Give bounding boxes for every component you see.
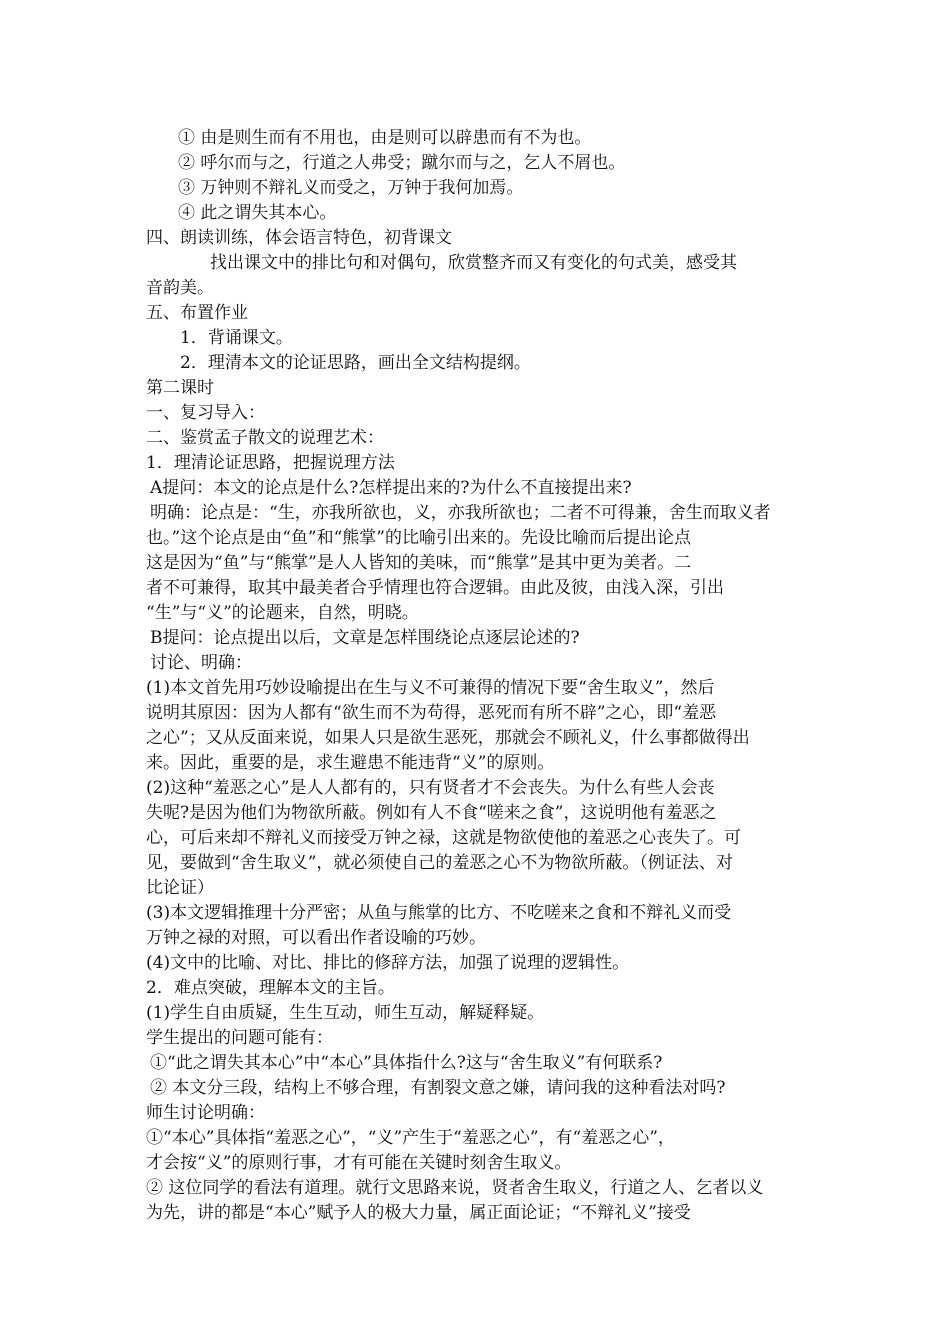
text-line: 音韵美。 bbox=[146, 278, 214, 298]
text-line: (1)学生自由质疑，生生互动，师生互动，解疑释疑。 bbox=[146, 1003, 545, 1023]
text-line: 找出课文中的排比句和对偶句，欣赏整齐而又有变化的句式美，感受其 bbox=[210, 253, 737, 273]
text-line: A提问：本文的论点是什么?怎样提出来的?为什么不直接提出来? bbox=[150, 478, 632, 498]
list-item: 2．理清本文的论证思路，画出全文结构提纲。 bbox=[180, 353, 531, 373]
text-line: ② 呼尔而与之，行道之人弗受；蹴尔而与之，乞人不屑也。 bbox=[178, 153, 626, 173]
section-heading: 四、朗读训练，体会语言特色，初背课文 bbox=[146, 228, 452, 248]
text-line: 这是因为“鱼”与“熊掌”是人人皆知的美味，而“熊掌”是其中更为美者。二 bbox=[146, 553, 692, 573]
text-line: 明确：论点是：“生，亦我所欲也，义，亦我所欲也；二者不可得兼，舍生而取义者 bbox=[150, 503, 771, 523]
text-line: ③ 万钟则不辩礼义而受之，万钟于我何加焉。 bbox=[178, 178, 524, 198]
text-line: 失呢?是因为他们为物欲所蔽。例如有人不食“嗟来之食”，这说明他有羞恶之 bbox=[146, 803, 717, 823]
text-line: 讨论、明确： bbox=[150, 653, 252, 673]
text-line: (3)本文逻辑推理十分严密；从鱼与熊掌的比方、不吃嗟来之食和不辩礼义而受 bbox=[146, 903, 732, 923]
text-line: 学生提出的问题可能有： bbox=[146, 1028, 333, 1048]
section-heading: 五、布置作业 bbox=[146, 303, 248, 323]
text-line: 来。因此，重要的是，求生避患不能违背“义”的原则。 bbox=[146, 753, 555, 773]
text-line: 心，可后来却不辩礼义而接受万钟之禄，这就是物欲使他的羞恶之心丧失了。可 bbox=[146, 828, 741, 848]
text-line: 见，要做到“舍生取义”，就必须使自己的羞恶之心不为物欲所蔽。（例证法、对 bbox=[146, 853, 733, 873]
text-line: (2)这种“羞恶之心”是人人都有的，只有贤者才不会丧失。为什么有些人会丧 bbox=[146, 778, 715, 798]
text-line: ② 这位同学的看法有道理。就行文思路来说，贤者舍生取义，行道之人、乞者以义 bbox=[146, 1178, 764, 1198]
text-line: ① 由是则生而有不用也，由是则可以辟患而有不为也。 bbox=[178, 128, 592, 148]
text-line: 也。”这个论点是由“鱼”和“熊掌”的比喻引出来的。先设比喻而后提出论点 bbox=[146, 528, 691, 548]
section-heading: 第二课时 bbox=[146, 378, 214, 398]
text-line: 者不可兼得，取其中最美者合乎情理也符合逻辑。由此及彼，由浅入深，引出 bbox=[146, 578, 724, 598]
section-heading: 一、复习导入： bbox=[146, 403, 265, 423]
text-line: 才会按“义”的原则行事，才有可能在关键时刻舍生取义。 bbox=[146, 1153, 572, 1173]
text-line: “生”与“义”的论题来，自然，明晓。 bbox=[146, 603, 419, 623]
text-line: (4)文中的比喻、对比、排比的修辞方法，加强了说理的逻辑性。 bbox=[146, 953, 630, 973]
list-item: 1．背诵课文。 bbox=[180, 328, 293, 348]
text-line: ①“此之谓失其本心”中“本心”具体指什么?这与“舍生取义”有何联系? bbox=[150, 1053, 663, 1073]
text-line: 之心”；又从反面来说，如果人只是欲生恶死，那就会不顾礼义，什么事都做得出 bbox=[146, 728, 750, 748]
text-line: 为先，讲的都是“本心”赋予人的极大力量，属正面论证；“不辩礼义”接受 bbox=[146, 1203, 691, 1223]
text-line: B提问：论点提出以后，文章是怎样围绕论点逐层论述的? bbox=[150, 628, 580, 648]
text-line: 比论证） bbox=[146, 878, 214, 898]
section-heading: 二、鉴赏孟子散文的说理艺术： bbox=[146, 428, 384, 448]
text-line: 师生讨论明确： bbox=[146, 1103, 265, 1123]
text-line: 说明其原因：因为人都有“欲生而不为苟得，恶死而有所不辟”之心，即“羞恶 bbox=[146, 703, 717, 723]
text-line: (1)本文首先用巧妙设喻提出在生与义不可兼得的情况下要“舍生取义”，然后 bbox=[146, 678, 715, 698]
subsection-heading: 2．难点突破，理解本文的主旨。 bbox=[146, 978, 395, 998]
subsection-heading: 1．理清论证思路，把握说理方法 bbox=[146, 453, 395, 473]
text-line: 万钟之禄的对照，可以看出作者设喻的巧妙。 bbox=[146, 928, 486, 948]
text-line: ② 本文分三段，结构上不够合理，有割裂文意之嫌，请问我的这种看法对吗? bbox=[150, 1078, 726, 1098]
text-line: ④ 此之谓失其本心。 bbox=[178, 203, 337, 223]
text-line: ①“本心”具体指“羞恶之心”，“义”产生于“羞恶之心”，有“羞恶之心”， bbox=[146, 1128, 675, 1148]
